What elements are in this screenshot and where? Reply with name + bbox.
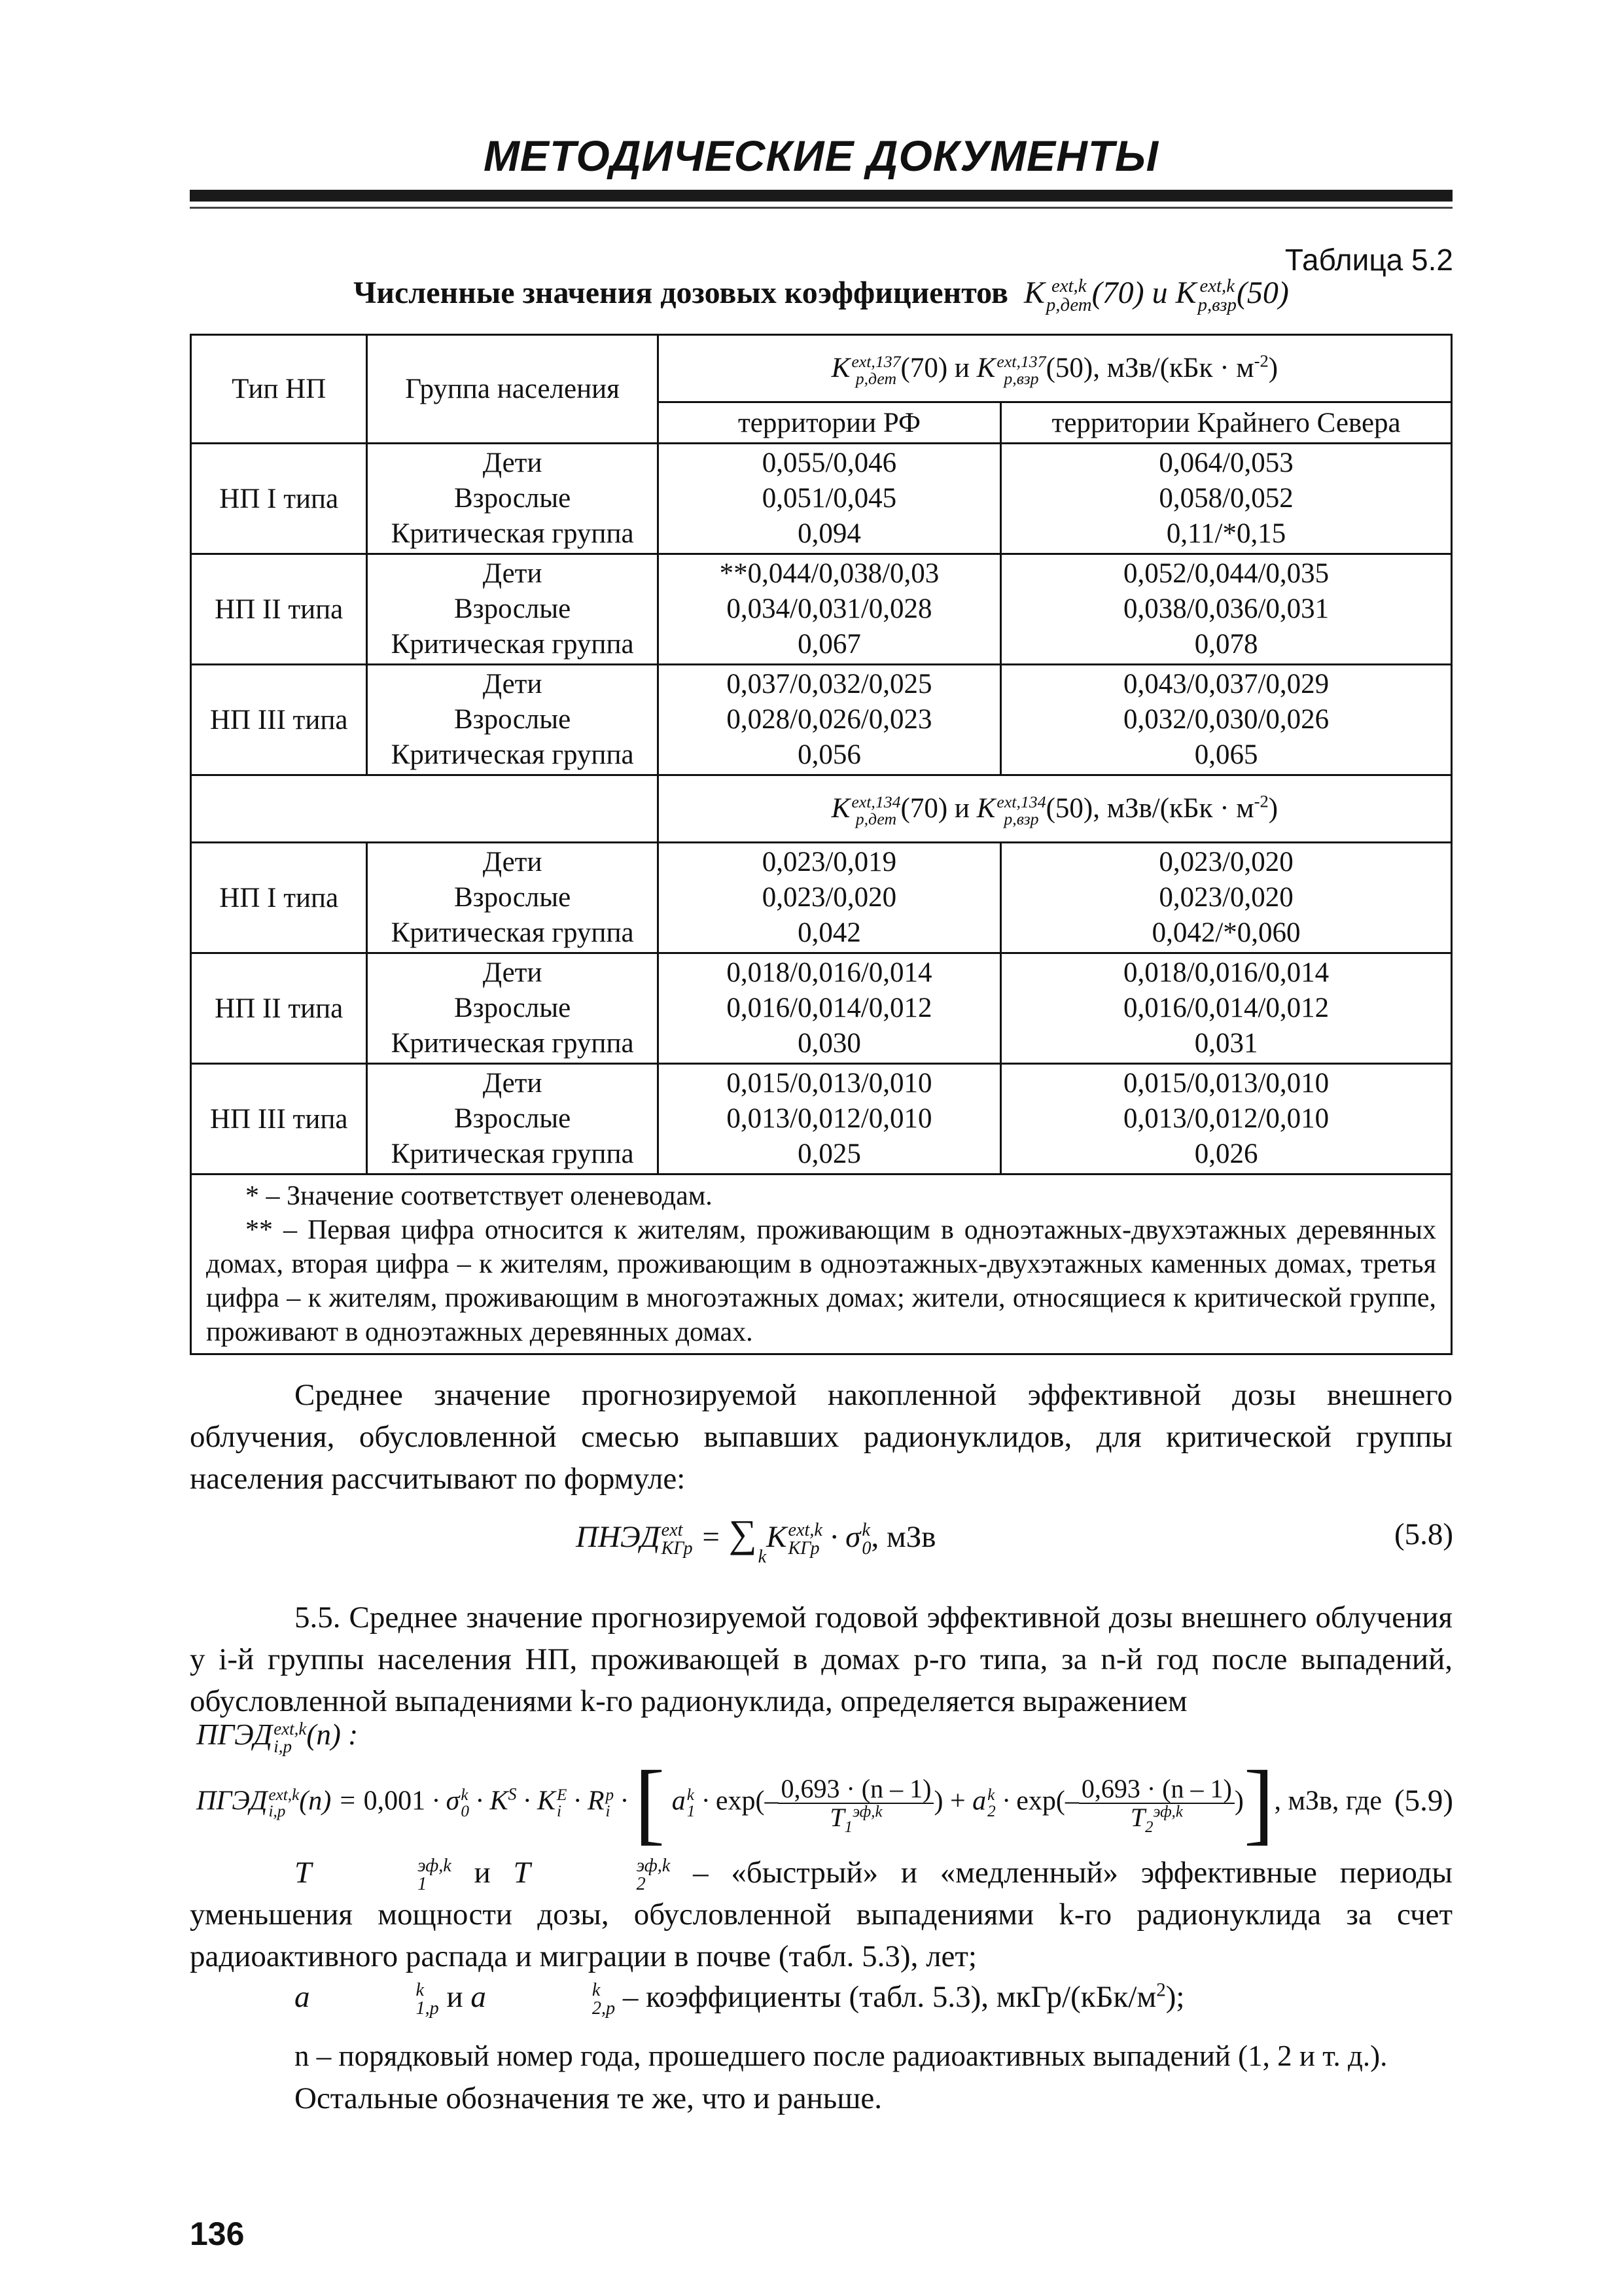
table-title-text: Численные значения дозовых коэффициентов <box>353 275 1008 310</box>
equation-5-8-number: (5.8) <box>1394 1517 1453 1551</box>
north-values-cell: 0,023/0,020 0,023/0,020 0,042/*0,060 <box>1001 843 1452 953</box>
group-cell: Дети Взрослые Критическая группа <box>367 843 658 953</box>
subheader-north: территории Крайнего Севера <box>1001 402 1452 444</box>
group-cell: Дети Взрослые Критическая группа <box>367 554 658 665</box>
north-values-cell: 0,043/0,037/0,029 0,032/0,030/0,026 0,065 <box>1001 665 1452 775</box>
group-cell: Дети Взрослые Критическая группа <box>367 665 658 775</box>
north-values-cell: 0,064/0,053 0,058/0,052 0,11/*0,15 <box>1001 444 1452 554</box>
section2-header: K ext,134 p,дет (70) и K ext,134 p,взр (50), $мЗв/(кБк \cdot м^{-2})$ <box>658 775 1451 843</box>
dose-coefficients-table <box>190 334 1453 1355</box>
header-rule-thin <box>190 207 1453 209</box>
table-label: Таблица 5.2 <box>1284 243 1453 277</box>
type-cell: НП II типа <box>191 953 367 1064</box>
header-group: Группа населения <box>367 335 658 444</box>
rf-values-cell: 0,023/0,019 0,023/0,020 0,042 <box>658 843 1000 953</box>
group-cell: Дети Взрослые Критическая группа <box>367 953 658 1064</box>
note-double-asterisk: ** – Первая цифра относится к жителям, проживающим в одноэтажных-двухэтажных деревянных домах, вторая цифра – к жителям, проживающим в одноэтажных-двухэтажных каменных домах, третья цифра – к жителям, проживающим в многоэтажных домах; жители, относящиеся к критической группе, проживают в одноэтажных деревянных домах. <box>206 1215 1436 1347</box>
rf-values-cell: 0,037/0,032/0,025 0,028/0,026/0,023 0,056 <box>658 665 1000 775</box>
equation-5-9: ПГЭД ext,k i,p (n) = 0,001 · σ k 0 · $K^S \cdot K$ E i · R p i · [ a k 1 · exp(– $\frac{0,693 \cdot (n - 1)}{T_1^{эф,k}}$ ) + a k 2 · exp(– $\frac{0,693 \cdot (n - 1)}{T_2^{эф,k}}$ )], мЗв, где <box>196 1752 1383 1854</box>
type-cell: НП III типа <box>191 1064 367 1174</box>
north-values-cell: 0,018/0,016/0,014 0,016/0,014/0,012 0,031 <box>1001 953 1452 1064</box>
page-number: 136 <box>190 2216 245 2252</box>
rf-values-cell: **0,044/0,038/0,03 0,034/0,031/0,028 0,067 <box>658 554 1000 665</box>
definition-coefficients: a k 1,p и a k 2,p – коэффициенты (табл. 5.3), мкГр/$(кБк/м^2)$; <box>294 1979 1185 2019</box>
header-type: Тип НП <box>191 335 367 444</box>
rf-values-cell: 0,018/0,016/0,014 0,016/0,014/0,012 0,030 <box>658 953 1000 1064</box>
group-cell: Дети Взрослые Критическая группа <box>367 1064 658 1174</box>
rf-values-cell: 0,015/0,013/0,010 0,013/0,012/0,010 0,025 <box>658 1064 1000 1174</box>
definition-n: n – порядковый номер года, прошедшего после радиоактивных выпадений (1, 2 и т. д.). <box>294 2040 1388 2072</box>
north-values-cell: 0,052/0,044/0,035 0,038/0,036/0,031 0,078 <box>1001 554 1452 665</box>
running-header: МЕТОДИЧЕСКИЕ ДОКУМЕНТЫ <box>483 132 1159 180</box>
group-cell: Дети Взрослые Критическая группа <box>367 444 658 554</box>
paragraph-1: Среднее значение прогнозируемой накопленной эффективной дозы внешнего облучения, обусловленной смесью выпавших радионуклидов, для критической группы населения рассчитывают по формуле: <box>190 1378 1453 1496</box>
table-notes <box>191 1174 1452 1354</box>
table-title-formula: K ext,k p,дет (70) и K ext,k p,взр (50) <box>1015 275 1289 315</box>
pged-symbol: ПГЭД ext,k i,p (n) : <box>196 1718 359 1756</box>
type-cell: НП I типа <box>191 444 367 554</box>
section1-header: K ext,137 p,дет (70) и K ext,137 p,взр (50), $мЗв/(кБк \cdot м^{-2})$ <box>658 335 1451 402</box>
closing-note: Остальные обозначения те же, что и раньше. <box>294 2081 883 2115</box>
north-values-cell: 0,015/0,013/0,010 0,013/0,012/0,010 0,026 <box>1001 1064 1452 1174</box>
paragraph-2: 5.5. Среднее значение прогнозируемой годовой эффективной дозы внешнего облучения у i-й группы населения НП, проживающей в домах p-го типа, за n-й год после выпадений, обусловленной выпадениями k-го радионуклида, определяется выражением <box>190 1600 1453 1718</box>
table-title <box>190 275 1453 315</box>
section2-blank <box>191 775 658 843</box>
type-cell: НП III типа <box>191 665 367 775</box>
header-rule-thick <box>190 190 1453 202</box>
subheader-rf: территории РФ <box>658 402 1000 444</box>
type-cell: НП I типа <box>191 843 367 953</box>
definition-periods: T эф,k 1 и T эф,k 2 – «быстрый» и «медленный» эффективные периоды уменьшения мощности дозы, обусловленной выпадениями k-го радионуклида за счет радиоактивного распада и миграции в почве (табл. 5.3), лет; <box>190 1856 1453 1974</box>
equation-5-8: ПНЭД ext КГр = ∑ k K ext,k КГр · σ k 0 , мЗв <box>576 1512 936 1567</box>
note-single-asterisk: * – Значение соответствует оленеводам. <box>245 1181 713 1211</box>
equation-5-9-number: (5.9) <box>1394 1784 1453 1818</box>
type-cell: НП II типа <box>191 554 367 665</box>
rf-values-cell: 0,055/0,046 0,051/0,045 0,094 <box>658 444 1000 554</box>
